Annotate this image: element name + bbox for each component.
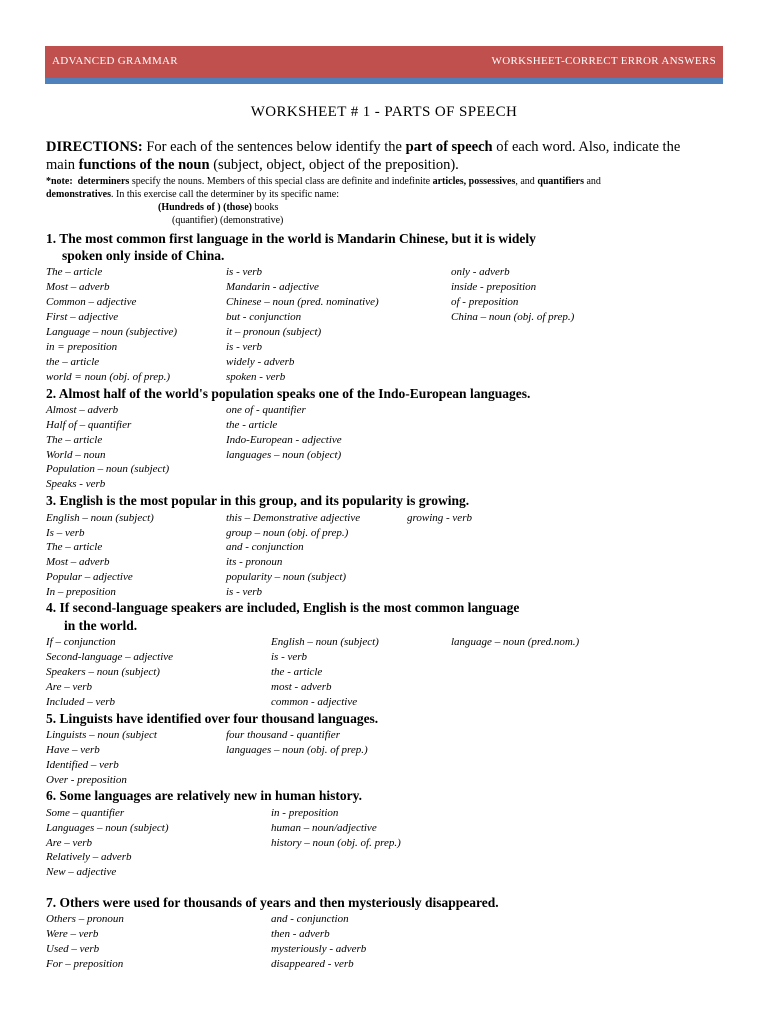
- answer-word: language – noun (pred.nom.): [451, 636, 580, 648]
- answer-word: history – noun (obj. of. prep.): [271, 837, 401, 849]
- answer-word: is - verb: [271, 651, 308, 663]
- note-bold: articles, possessives: [432, 176, 516, 187]
- question-5: 5. Linguists have identified over four thousand languages.: [46, 711, 379, 726]
- directions-bold: part of speech: [405, 139, 493, 155]
- answer-word: the - article: [271, 666, 323, 678]
- answer-word: only - adverb: [451, 266, 510, 278]
- answer-word: First – adjective: [46, 311, 119, 323]
- answer-word: is - verb: [226, 341, 263, 353]
- answer-word: China – noun (obj. of prep.): [451, 311, 575, 323]
- answer-word: English – noun (subject): [46, 512, 154, 524]
- note-example-bold: (those): [223, 202, 252, 213]
- note-example: [158, 202, 278, 213]
- answer-word: disappeared - verb: [271, 958, 354, 970]
- answer-word: Most – adverb: [46, 556, 110, 568]
- answer-word: growing - verb: [407, 512, 472, 524]
- answer-word: of - preposition: [451, 296, 519, 308]
- answer-word: mysteriously - adverb: [271, 943, 367, 955]
- answer-word: in - preposition: [271, 807, 339, 819]
- question-7: 7. Others were used for thousands of years and then mysteriously disappeared.: [46, 895, 499, 910]
- answer-word: Half of – quantifier: [46, 419, 132, 431]
- question-4: 4. If second-language speakers are included, English is the most common language: [46, 600, 520, 615]
- note-example-text: books: [252, 202, 279, 213]
- answer-word: Languages – noun (subject): [46, 822, 169, 834]
- answer-word: and - conjunction: [226, 541, 304, 553]
- answer-word: Included – verb: [46, 696, 116, 708]
- answer-word: is - verb: [226, 266, 263, 278]
- answer-word: Were – verb: [46, 928, 99, 940]
- note-bold: quantifiers: [537, 176, 584, 187]
- answer-word: the - article: [226, 419, 278, 431]
- answer-word: Speakers – noun (subject): [46, 666, 160, 678]
- question-1: 1. The most common first language in the world is Mandarin Chinese, but it is widely: [46, 231, 536, 246]
- note-text: specify the nouns. Members of this special class are definite and indefinite: [129, 176, 433, 187]
- answer-word: Common – adjective: [46, 296, 137, 308]
- header-stripe: [45, 78, 723, 84]
- question-4-cont: in the world.: [64, 618, 138, 633]
- answer-word: Speaks - verb: [46, 478, 106, 490]
- answer-word: Most – adverb: [46, 281, 110, 293]
- note-bold: determiners: [77, 176, 130, 187]
- answer-word: New – adjective: [46, 866, 117, 878]
- answer-word: Others – pronoun: [46, 913, 124, 925]
- note-example-labels: (quantifier) (demonstrative): [172, 215, 284, 226]
- answer-word: Almost – adverb: [46, 404, 119, 416]
- answer-word: group – noun (obj. of prep.): [226, 527, 349, 539]
- answer-word: Over - preposition: [46, 774, 127, 786]
- answer-word: its - pronoun: [226, 556, 283, 568]
- answer-word: Are – verb: [46, 681, 93, 693]
- answer-word: spoken - verb: [226, 371, 286, 383]
- answer-word: Second-language – adjective: [46, 651, 174, 663]
- directions-text: (subject, object, object of the preposition).: [209, 157, 459, 173]
- answer-word: Linguists – noun (subject: [46, 729, 157, 741]
- answer-word: four thousand - quantifier: [226, 729, 340, 741]
- directions-line-1: [46, 139, 680, 156]
- answer-word: the – article: [46, 356, 100, 368]
- answer-word: is - verb: [226, 586, 263, 598]
- answer-word: Chinese – noun (pred. nominative): [226, 296, 379, 308]
- directions-text: For each of the sentences below identify the: [142, 139, 406, 155]
- answer-word: Indo-European - adjective: [226, 434, 342, 446]
- answer-word: In – preposition: [46, 586, 116, 598]
- header-left-text: ADVANCED GRAMMAR: [52, 55, 178, 67]
- answer-word: The – article: [46, 541, 103, 553]
- answer-word: human – noun/adjective: [271, 822, 377, 834]
- question-3: 3. English is the most popular in this group, and its popularity is growing.: [46, 493, 470, 508]
- note-bold: demonstratives: [46, 189, 111, 200]
- answer-word: languages – noun (object): [226, 449, 342, 461]
- answer-word: Popular – adjective: [46, 571, 133, 583]
- directions-label: DIRECTIONS:: [46, 139, 143, 155]
- answer-word: inside - preposition: [451, 281, 537, 293]
- answer-word: Population – noun (subject): [46, 463, 170, 475]
- answer-word: Used – verb: [46, 943, 100, 955]
- answer-word: then - adverb: [271, 928, 330, 940]
- question-6: 6. Some languages are relatively new in human history.: [46, 788, 363, 803]
- directions-text: of each word. Also, indicate the: [492, 139, 681, 155]
- answer-word: The – article: [46, 266, 103, 278]
- answer-word: popularity – noun (subject): [226, 571, 347, 583]
- answer-word: world = noun (obj. of prep.): [46, 371, 171, 383]
- answer-word: World – noun: [46, 449, 106, 461]
- answer-word: Identified – verb: [46, 759, 119, 771]
- answer-word: and - conjunction: [271, 913, 349, 925]
- answer-word: For – preposition: [46, 958, 124, 970]
- note-text: , and: [515, 176, 538, 187]
- answer-word: in = preposition: [46, 341, 118, 353]
- answer-word: If – conjunction: [46, 636, 116, 648]
- answer-word: Mandarin - adjective: [226, 281, 319, 293]
- directions-line-2: [46, 157, 459, 174]
- directions-text: main: [46, 157, 79, 173]
- directions-bold: functions of the noun: [78, 157, 210, 173]
- page-title: WORKSHEET # 1 - PARTS OF SPEECH: [250, 104, 518, 120]
- answer-word: Language – noun (subjective): [46, 326, 178, 338]
- answer-word: this – Demonstrative adjective: [226, 512, 361, 524]
- answer-word: one of - quantifier: [226, 404, 306, 416]
- answer-word: languages – noun (obj. of prep.): [226, 744, 368, 756]
- answer-word: widely - adverb: [226, 356, 295, 368]
- note-label: *note:: [46, 176, 73, 187]
- answer-word: Are – verb: [46, 837, 93, 849]
- note-line-1: [46, 176, 601, 187]
- answer-word: it – pronoun (subject): [226, 326, 322, 338]
- answer-word: English – noun (subject): [271, 636, 379, 648]
- note-line-2: [46, 189, 339, 200]
- answer-word: The – article: [46, 434, 103, 446]
- answer-word: common - adjective: [271, 696, 358, 708]
- answer-word: Relatively – adverb: [46, 851, 132, 863]
- note-text: . In this exercise call the determiner by its specific name:: [111, 189, 339, 200]
- question-2: 2. Almost half of the world's population speaks one of the Indo-European languages.: [46, 386, 531, 401]
- answer-word: most - adverb: [271, 681, 332, 693]
- answer-word: but - conjunction: [226, 311, 302, 323]
- answer-word: Is – verb: [46, 527, 85, 539]
- answer-word: Have – verb: [46, 744, 100, 756]
- question-1-cont: spoken only inside of China.: [62, 248, 225, 263]
- note-text: and: [583, 176, 601, 187]
- header-right-text: WORKSHEET-CORRECT ERROR ANSWERS: [491, 55, 716, 67]
- note-example-bold: (Hundreds of ): [158, 202, 221, 213]
- answer-word: Some – quantifier: [46, 807, 125, 819]
